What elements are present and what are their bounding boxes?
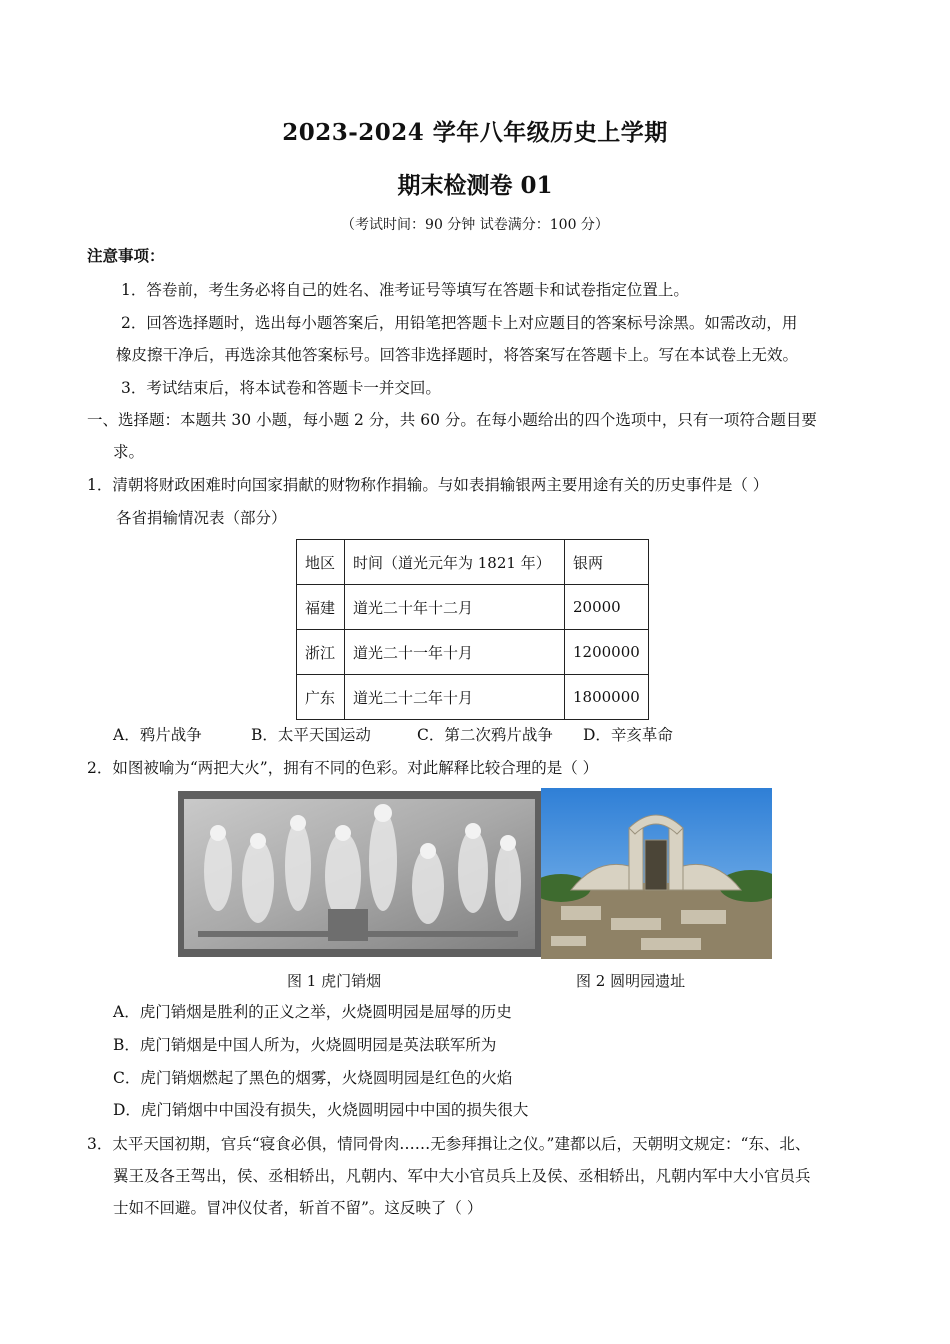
fig2-caption: 图 2 圆明园遗址 — [576, 972, 686, 990]
table-header-cell: 时间（道光元年为 1821 年） — [345, 540, 565, 585]
q1-stem: 1．清朝将财政困难时向国家捐献的财物称作捐输。与如表捐输银两主要用途有关的历史事件是（ ） — [87, 476, 769, 494]
exam-title-line1: 2023-2024 学年八年级历史上学期 — [282, 119, 668, 146]
notice-heading: 注意事项： — [87, 246, 165, 265]
notice-item-3: 3．考试结束后，将本试卷和答题卡一并交回。 — [121, 379, 441, 397]
q2-option-c: C．虎门销烟燃起了黑色的烟雾，火烧圆明园是红色的火焰 — [113, 1069, 513, 1087]
table-cell: 1800000 — [565, 675, 649, 720]
table-cell: 道光二十一年十月 — [345, 630, 565, 675]
humen-relief-image — [178, 791, 541, 957]
q3-stem-line3: 士如不回避。冒冲仪仗者，斩首不留”。这反映了（ ） — [113, 1199, 483, 1217]
table-row — [297, 630, 649, 675]
q2-option-b: B．虎门销烟是中国人所为，火烧圆明园是英法联军所为 — [113, 1036, 497, 1054]
q1-table-caption: 各省捐输情况表（部分） — [116, 509, 287, 527]
q3-stem-line2: 翼王及各王驾出，侯、丞相轿出，凡朝内、军中大小官员兵上及侯、丞相轿出，凡朝内军中大小官员兵 — [113, 1167, 811, 1185]
fig1-caption: 图 1 虎门销烟 — [287, 972, 382, 990]
table-cell: 广东 — [297, 675, 345, 720]
q2-stem: 2．如图被喻为“两把大火”，拥有不同的色彩。对此解释比较合理的是（ ） — [87, 759, 599, 777]
table-row — [297, 675, 649, 720]
q1-option-a: A．鸦片战争 — [113, 726, 202, 744]
q1-table — [296, 539, 649, 720]
table-header-cell: 地区 — [297, 540, 345, 585]
table-cell: 1200000 — [565, 630, 649, 675]
q1-option-c: C．第二次鸦片战争 — [417, 726, 553, 744]
notice-item-1: 1．答卷前，考生务必将自己的姓名、准考证号等填写在答题卡和试卷指定位置上。 — [121, 281, 689, 299]
exam-title-line2: 期末检测卷 01 — [397, 172, 553, 199]
table-header-cell: 银两 — [565, 540, 649, 585]
table-row — [297, 585, 649, 630]
exam-subtitle: （考试时间：90 分钟 试卷满分：100 分） — [341, 217, 609, 233]
table-cell: 浙江 — [297, 630, 345, 675]
section1-heading: 一、选择题：本题共 30 小题，每小题 2 分，共 60 分。在每小题给出的四个选项中，只有一项符合题目要 — [87, 411, 817, 429]
table-cell: 道光二十年十二月 — [345, 585, 565, 630]
q3-stem-line1: 3．太平天国初期，官兵“寝食必俱，情同骨肉……无参拜揖让之仪。”建都以后，天朝明文规定：“东、北、 — [87, 1135, 811, 1153]
table-cell: 福建 — [297, 585, 345, 630]
q2-option-d: D．虎门销烟中中国没有损失，火烧圆明园中中国的损失很大 — [113, 1101, 529, 1119]
table-cell: 道光二十二年十月 — [345, 675, 565, 720]
q2-option-a: A．虎门销烟是胜利的正义之举，火烧圆明园是屈辱的历史 — [113, 1003, 512, 1021]
table-cell: 20000 — [565, 585, 649, 630]
table-header-row — [297, 540, 649, 585]
section1-heading-cont: 求。 — [113, 443, 145, 461]
notice-item-2b: 橡皮擦干净后，再选涂其他答案标号。回答非选择题时，将答案写在答题卡上。写在本试卷上无效。 — [116, 346, 799, 364]
q1-option-b: B．太平天国运动 — [251, 726, 371, 744]
yuanmingyuan-ruins-image — [541, 788, 772, 959]
q1-option-d: D．辛亥革命 — [583, 726, 673, 744]
notice-item-2a: 2．回答选择题时，选出每小题答案后，用铅笔把答题卡上对应题目的答案标号涂黑。如需改动，用 — [121, 314, 798, 332]
